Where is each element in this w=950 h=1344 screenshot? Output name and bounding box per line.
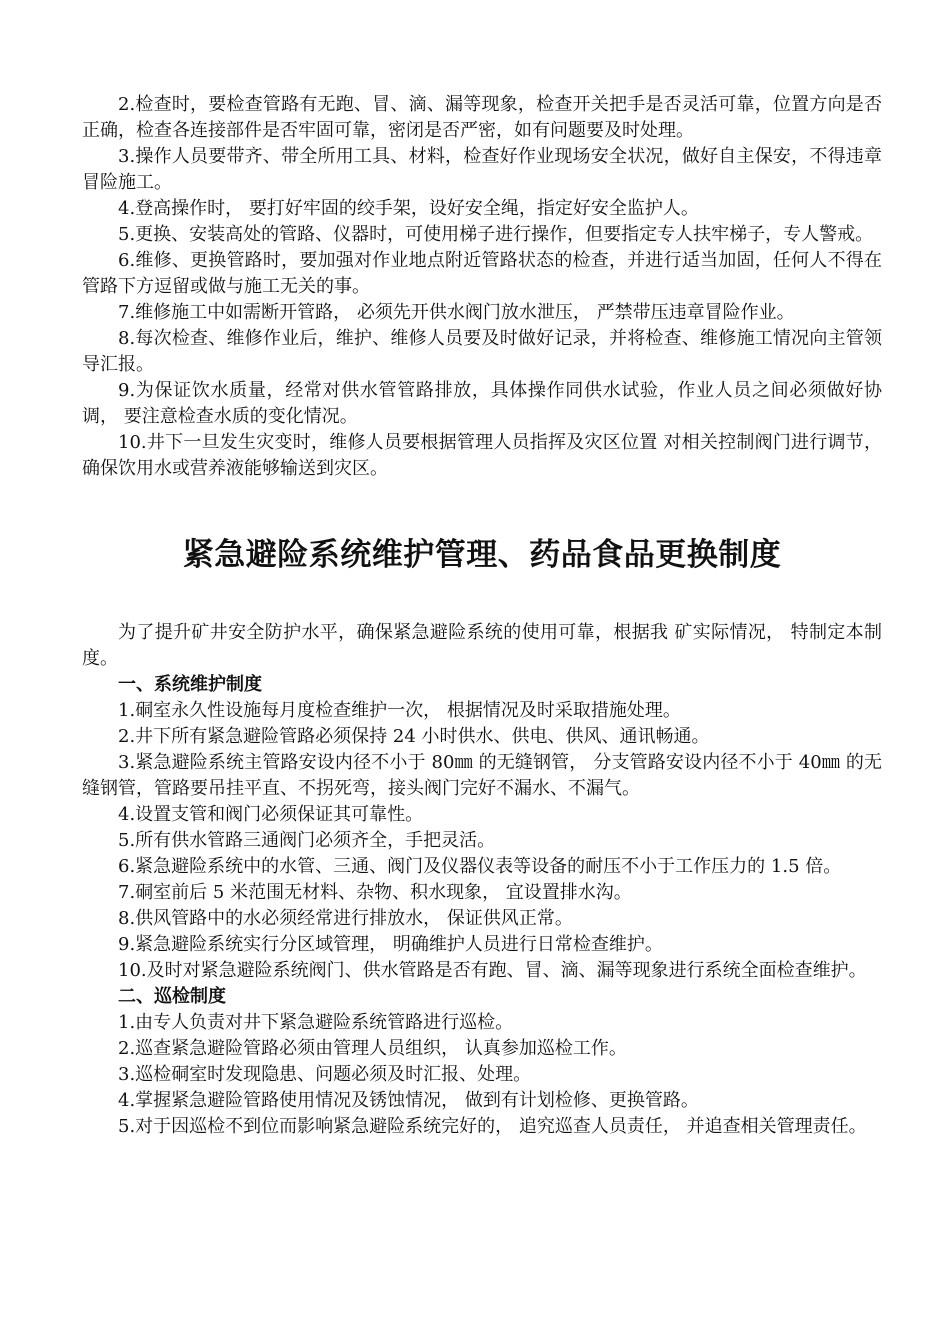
maintenance-item-2: 2.井下所有紧急避险管路必须保持 24 小时供水、供电、供风、通讯畅通。: [118, 726, 710, 747]
maintenance-item-4: 4.设置支管和阀门必须保证其可靠性。: [118, 804, 424, 825]
maintenance-item-5: 5.所有供水管路三通阀门必须齐全，手把灵活。: [118, 830, 496, 851]
maintenance-item-1: 1.硐室永久性设施每月度检查维护一次， 根据情况及时采取措施处理。: [118, 700, 681, 721]
inspection-item-2: 2.巡查紧急避险管路必须由管理人员组织， 认真参加巡检工作。: [118, 1038, 627, 1059]
maintenance-item-6: 6.紧急避险系统中的水管、三通、阀门及仪器仪表等设备的耐压不小于工作压力的 1.5 倍。: [118, 856, 842, 877]
spacer: [82, 576, 882, 620]
inspection-item-1: 1.由专人负责对井下紧急避险系统管路进行巡检。: [118, 1012, 514, 1033]
inspection-item-5: 5.对于因巡检不到位而影响紧急避险系统完好的， 追究巡查人员责任， 并追查相关管理责任。: [118, 1116, 867, 1137]
inspection-item-3: 3.巡检硐室时发现隐患、问题必须及时汇报、处理。: [118, 1064, 532, 1085]
maintenance-item-7: 7.硐室前后 5 米范围无材料、杂物、积水现象， 宜设置排水沟。: [118, 882, 632, 903]
maintenance-item-3: 3.紧急避险系统主管路安设内径不小于 80㎜ 的无缝钢管， 分支管路安设内径不小于 40㎜ 的无缝钢管，管路要吊挂平直、不拐死弯，接头阀门完好不漏水、不漏气。: [82, 752, 882, 799]
intro-paragraph: 为了提升矿井安全防护水平，确保紧急避险系统的使用可靠，根据我 矿实际情况， 特制定本制度。: [82, 622, 882, 669]
paragraph-p1-item-2: 2.检查时，要检查管路有无跑、冒、滴、漏等现象，检查开关把手是否灵活可靠，位置方向是否正确，检查各连接部件是否牢固可靠，密闭是否严密，如有问题要及时处理。: [82, 94, 882, 141]
paragraph-p1-item-4: 4.登高操作时， 要打好牢固的绞手架，设好安全绳，指定好安全监护人。: [118, 198, 699, 219]
maintenance-item-9: 9.紧急避险系统实行分区域管理， 明确维护人员进行日常检查维护。: [118, 934, 663, 955]
section-heading-maintenance: 一、系统维护制度: [118, 674, 262, 695]
paragraph-p1-item-6: 6.维修、更换管路时，要加强对作业地点附近管路状态的检查，并进行适当加固，任何人不得在管路下方逗留或做与施工无关的事。: [82, 250, 882, 297]
document-title: 紧急避险系统维护管理、药品食品更换制度: [182, 537, 782, 573]
paragraph-p1-item-8: 8.每次检查、维修作业后，维护、维修人员要及时做好记录，并将检查、维修施工情况向主管领导汇报。: [82, 328, 882, 375]
section-heading-inspection: 二、巡检制度: [118, 986, 226, 1007]
inspection-item-4: 4.掌握紧急避险管路使用情况及锈蚀情况， 做到有计划检修、更换管路。: [118, 1090, 699, 1111]
maintenance-item-10: 10.及时对紧急避险系统阀门、供水管路是否有跑、冒、滴、漏等现象进行系统全面检查维护。: [118, 960, 867, 981]
spacer: [82, 482, 882, 534]
paragraph-p1-item-10: 10.井下一旦发生灾变时，维修人员要根据管理人员指挥及灾区位置 对相关控制阀门进行调节，确保饮用水或营养液能够输送到灾区。: [82, 432, 882, 479]
paragraph-p1-item-9: 9.为保证饮水质量，经常对供水管管路排放，具体操作同供水试验，作业人员之间必须做好协调， 要注意检查水质的变化情况。: [82, 380, 882, 427]
maintenance-item-8: 8.供风管路中的水必须经常进行排放水， 保证供风正常。: [118, 908, 573, 929]
paragraph-p1-item-7: 7.维修施工中如需断开管路， 必须先开供水阀门放水泄压， 严禁带压违章冒险作业。: [118, 302, 795, 323]
paragraph-p1-item-5: 5.更换、安装高处的管路、仪器时，可使用梯子进行操作，但要指定专人扶牢梯子，专人警戒。: [118, 224, 874, 245]
paragraph-p1-item-3: 3.操作人员要带齐、带全所用工具、材料，检查好作业现场安全状况，做好自主保安，不得违章冒险施工。: [82, 146, 882, 193]
